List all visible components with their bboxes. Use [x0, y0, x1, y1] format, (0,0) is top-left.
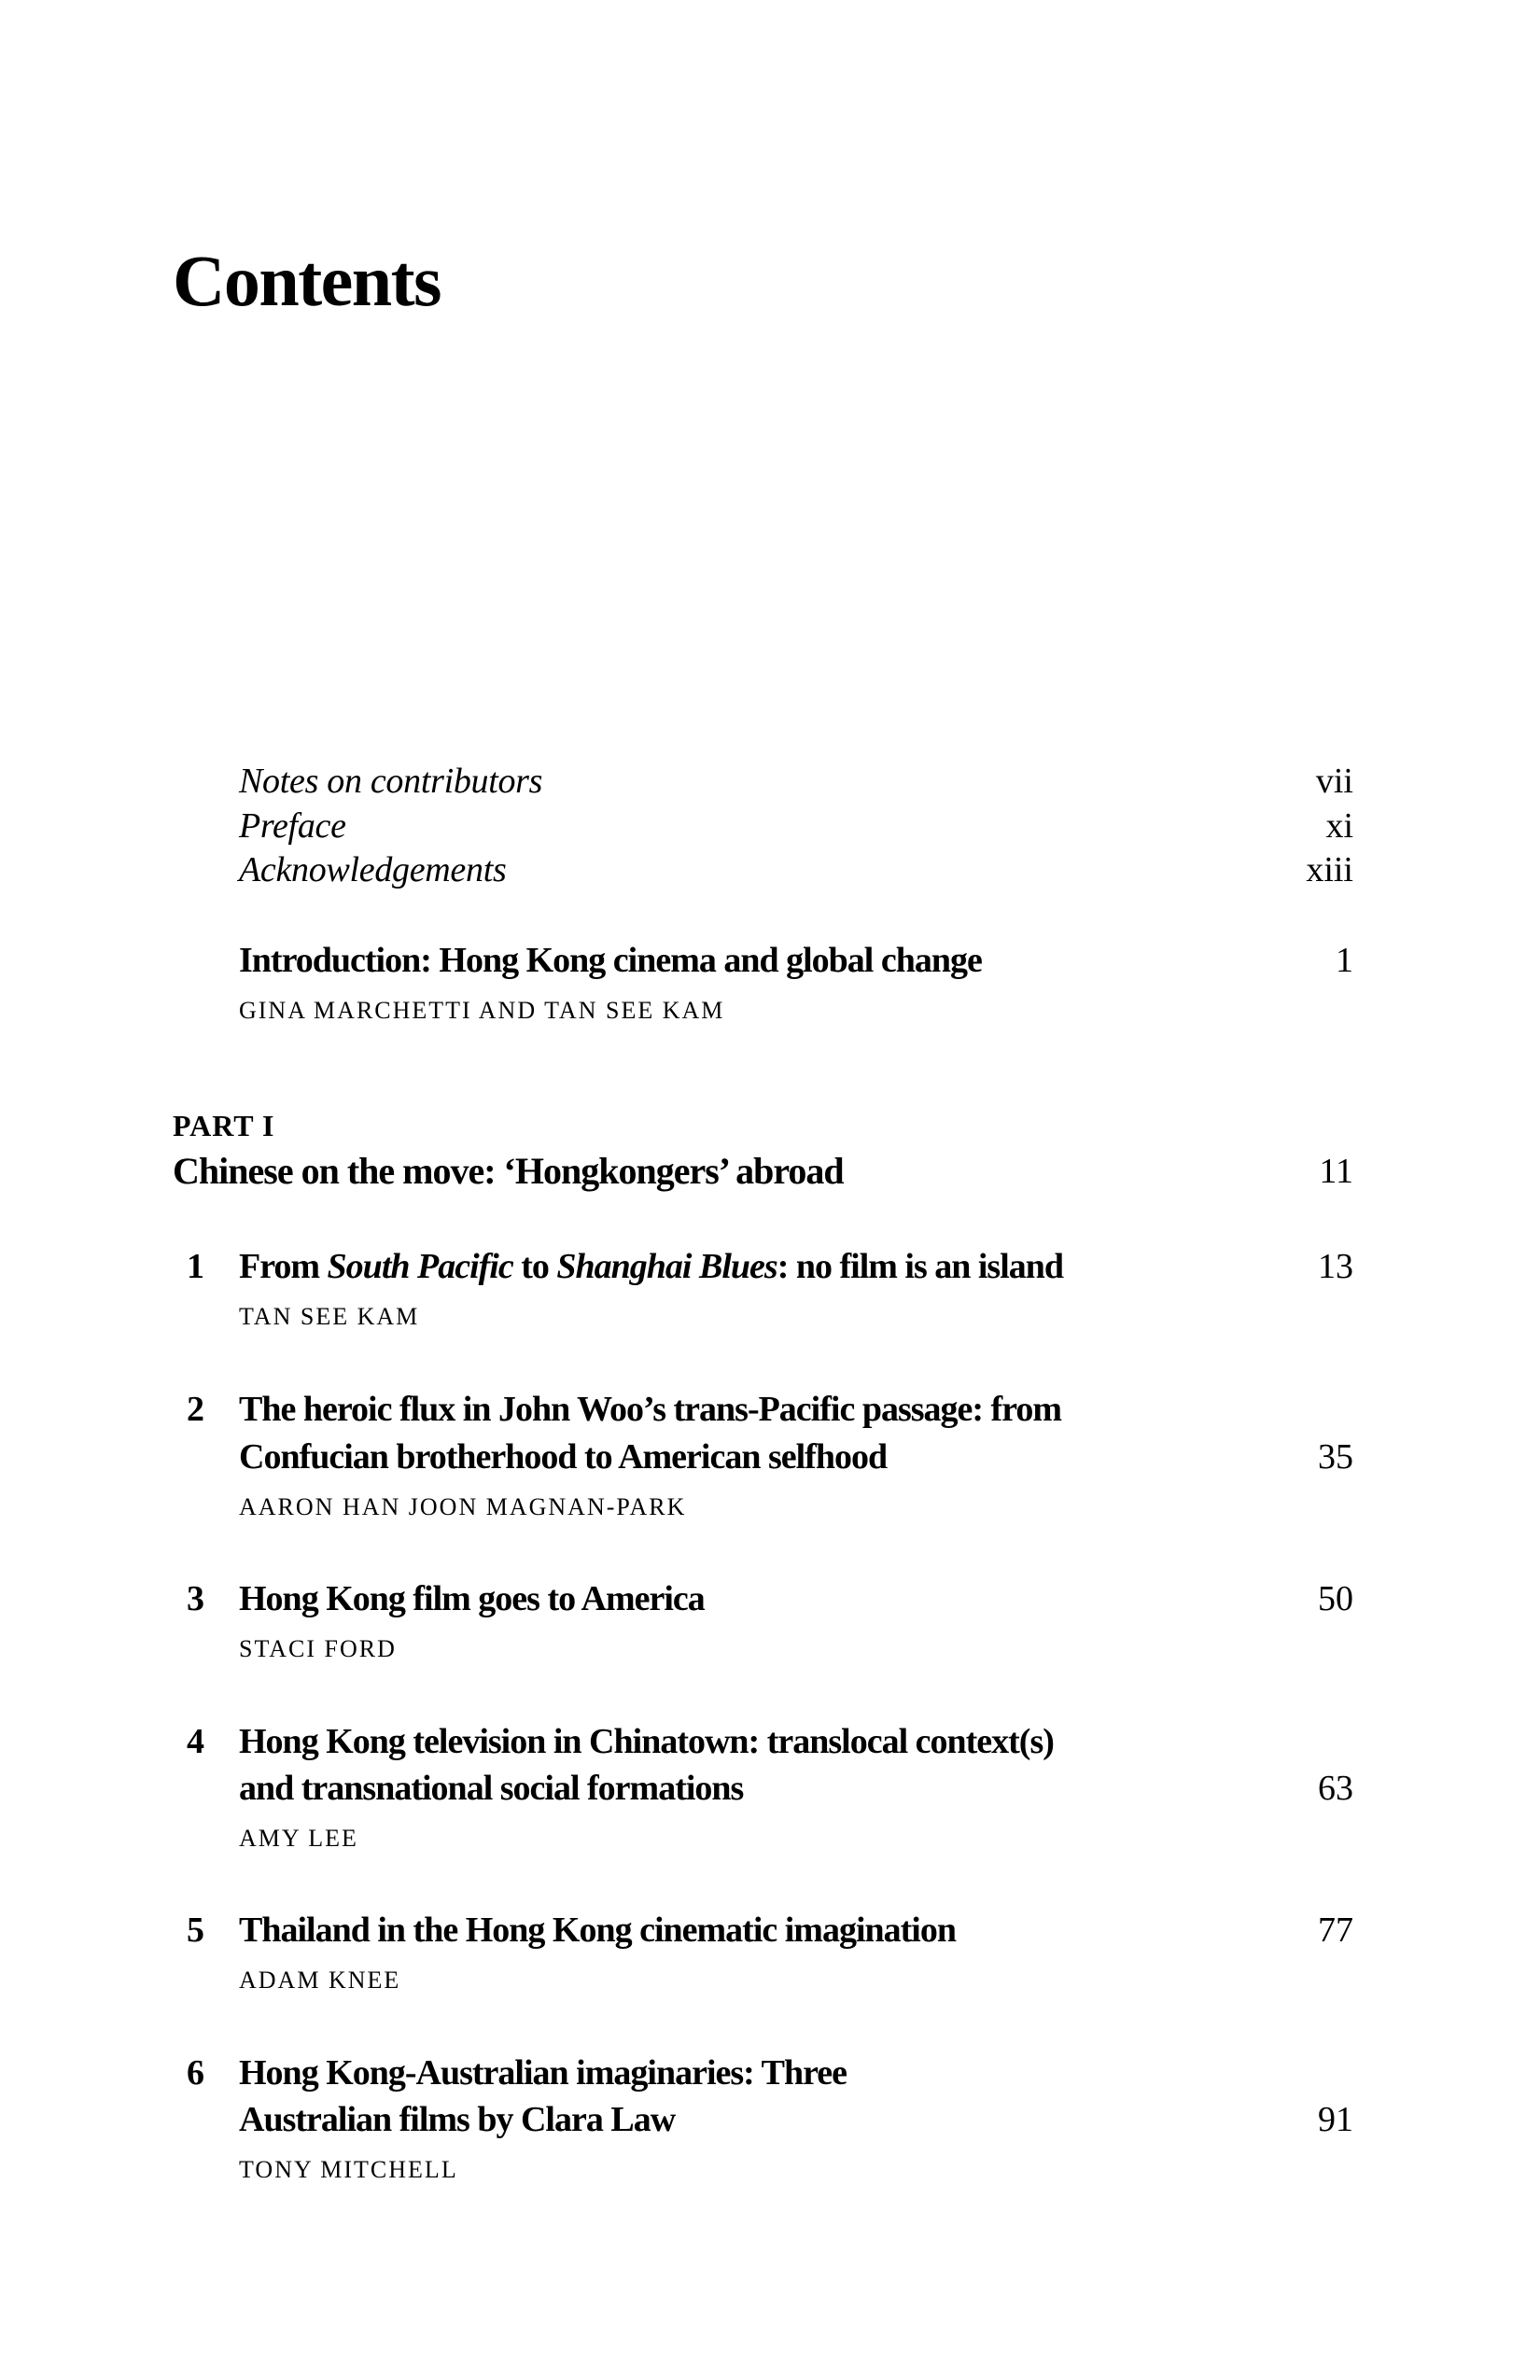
part-label: PART I [173, 1109, 275, 1142]
entry-author: GINA MARCHETTI AND TAN SEE KAM [239, 997, 725, 1024]
entry-title: Acknowledgements [239, 850, 507, 889]
entry-title [239, 1243, 1063, 1290]
film-title: South Pacific [327, 1247, 513, 1286]
chapter-number: 2 [187, 1390, 204, 1429]
film-title: Shanghai Blues [556, 1247, 777, 1286]
entry-title-line: Confucian brotherhood to American selfhood [239, 1437, 888, 1477]
chapter-number: 6 [187, 2053, 204, 2093]
entry-page-number: 63 [1318, 1769, 1353, 1808]
entry-title-line: and transnational social formations [239, 1769, 744, 1808]
entry-title-line: Australian films by Clara Law [239, 2100, 676, 2139]
entry-title: Notes on contributors [239, 762, 543, 801]
entry-page-number: xi [1325, 806, 1353, 846]
entry-title-line: The heroic flux in John Woo’s trans-Pacific passage: from [239, 1390, 1062, 1429]
entry-title-line: Thailand in the Hong Kong cinematic imagination [239, 1911, 956, 1950]
chapter-number: 4 [187, 1722, 204, 1761]
entry-page-number: vii [1315, 762, 1353, 801]
entry-author: AMY LEE [239, 1825, 358, 1852]
entry-page-number: xiii [1306, 850, 1353, 889]
entry-title-line: Hong Kong film goes to America [239, 1579, 705, 1618]
entry-page-number: 50 [1318, 1579, 1353, 1618]
title-text: to [512, 1247, 557, 1286]
chapter-number: 5 [187, 1911, 204, 1950]
chapter-number: 3 [187, 1579, 204, 1618]
entry-page-number: 13 [1318, 1247, 1353, 1286]
page-title: Contents [173, 240, 441, 321]
entry-author: TONY MITCHELL [239, 2156, 458, 2183]
part-title: Chinese on the move: ‘Hongkongers’ abroad [173, 1150, 844, 1192]
entry-page-number: 11 [1319, 1152, 1353, 1191]
title-text: From [239, 1247, 328, 1286]
entry-title: Introduction: Hong Kong cinema and global change [239, 941, 982, 980]
entry-title: Preface [239, 806, 346, 846]
title-text: : no film is an island [777, 1247, 1064, 1286]
entry-page-number: 35 [1318, 1437, 1353, 1477]
entry-page-number: 91 [1318, 2100, 1353, 2139]
entry-page-number: 77 [1318, 1911, 1353, 1950]
entry-author: STACI FORD [239, 1635, 397, 1662]
entry-author: ADAM KNEE [239, 1967, 401, 1994]
entry-page-number: 1 [1336, 941, 1353, 980]
entry-title-line: Hong Kong television in Chinatown: translocal context(s) [239, 1722, 1054, 1761]
entry-title-line: Hong Kong-Australian imaginaries: Three [239, 2053, 847, 2093]
chapter-number: 1 [187, 1247, 204, 1286]
entry-author: TAN SEE KAM [239, 1303, 420, 1330]
entry-author: AARON HAN JOON MAGNAN-PARK [239, 1493, 687, 1520]
